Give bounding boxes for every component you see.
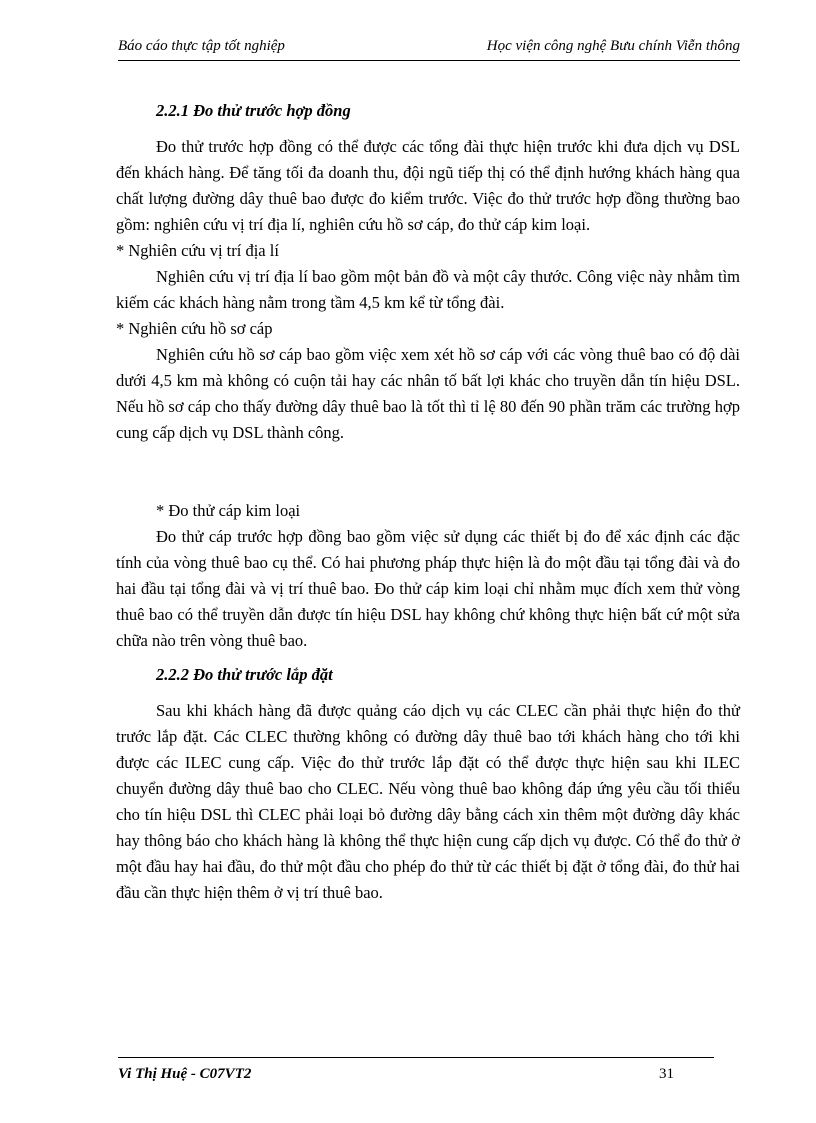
bullet-metal-title: * Đo thử cáp kim loại — [156, 501, 301, 520]
header-left: Báo cáo thực tập tốt nghiệp — [118, 38, 285, 54]
paragraph-metal: Đo thử cáp trước hợp đồng bao gồm việc sử dụng các thiết bị đo để xác định các đặc tính của vòng thuê bao cụ thể. Có hai phương pháp thực hiện là đo một đầu tại tổng đài và đo hai đầu tại tổng đài và vị trí thuê bao. Đo thử cáp kim loại chỉ nhằm mục đích xem thử vòng thuê bao có thể truyền dẫn được tín hiệu DSL hay không chứ không thực hiện bất cứ một sửa chữa nào trên vòng thuê bao. — [116, 527, 740, 650]
section-heading-2-2-1: 2.2.1 Đo thử trước hợp đồng — [156, 101, 351, 120]
page-footer — [118, 1057, 714, 1082]
paragraph-cable: Nghiên cứu hồ sơ cáp bao gồm việc xem xét hồ sơ cáp với các vòng thuê bao có độ dài dưới 4,5 km mà không có cuộn tải hay các nhân tố bất lợi khác cho truyền dẫn tín hiệu DSL. Nếu hồ sơ cáp cho thấy đường dây thuê bao là tốt thì tỉ lệ 80 đến 90 phần trăm các trường hợp cung cấp dịch vụ DSL thành công. — [116, 345, 740, 442]
page-body — [116, 96, 740, 906]
footer-author: Vi Thị Huệ - C07VT2 — [118, 1066, 252, 1082]
page-header — [118, 38, 740, 61]
paragraph-install: Sau khi khách hàng đã được quảng cáo dịch vụ các CLEC cần phải thực hiện đo thử trước lắp đặt. Các CLEC thường không có đường dây thuê bao tới khách hàng cho tới khi được các ILEC cung cấp. Việc đo thử trước lắp đặt có thể được thực hiện sau khi ILEC chuyển đường dây thuê bao cho CLEC. Nếu vòng thuê bao không đáp ứng yêu cầu tối thiểu cho tín hiệu DSL thì CLEC phải loại bỏ đường dây bằng cách xin thêm một đường dây khác hay thông báo cho khách hàng là không thể thực hiện cung cấp dịch vụ được. Có thể đo thử ở một đầu hay hai đầu, đo thử một đầu cho phép đo thử từ các thiết bị đặt ở tổng đài, đo thử hai đầu cần thực hiện thêm ở vị trí thuê bao. — [116, 701, 740, 902]
page-number: 31 — [659, 1066, 674, 1082]
paragraph-geo: Nghiên cứu vị trí địa lí bao gồm một bản đồ và một cây thước. Công việc này nhằm tìm kiếm các khách hàng nằm trong tầm 4,5 km kể từ tổng đài. — [116, 267, 740, 312]
bullet-geo-title: * Nghiên cứu vị trí địa lí — [116, 241, 279, 260]
paragraph-intro: Đo thử trước hợp đồng có thể được các tổng đài thực hiện trước khi đưa dịch vụ DSL đến khách hàng. Để tăng tối đa doanh thu, đội ngũ tiếp thị có thể định hướng khách hàng qua chất lượng đường dây thuê bao được đo kiểm trước. Việc đo thử trước hợp đồng thường bao gồm: nghiên cứu vị trí địa lí, nghiên cứu hồ sơ cáp, đo thử cáp kim loại. — [116, 137, 740, 234]
section-heading-2-2-2: 2.2.2 Đo thử trước lắp đặt — [156, 665, 333, 684]
header-right: Học viện công nghệ Bưu chính Viễn thông — [486, 38, 740, 54]
bullet-cable-title: * Nghiên cứu hồ sơ cáp — [116, 319, 273, 338]
